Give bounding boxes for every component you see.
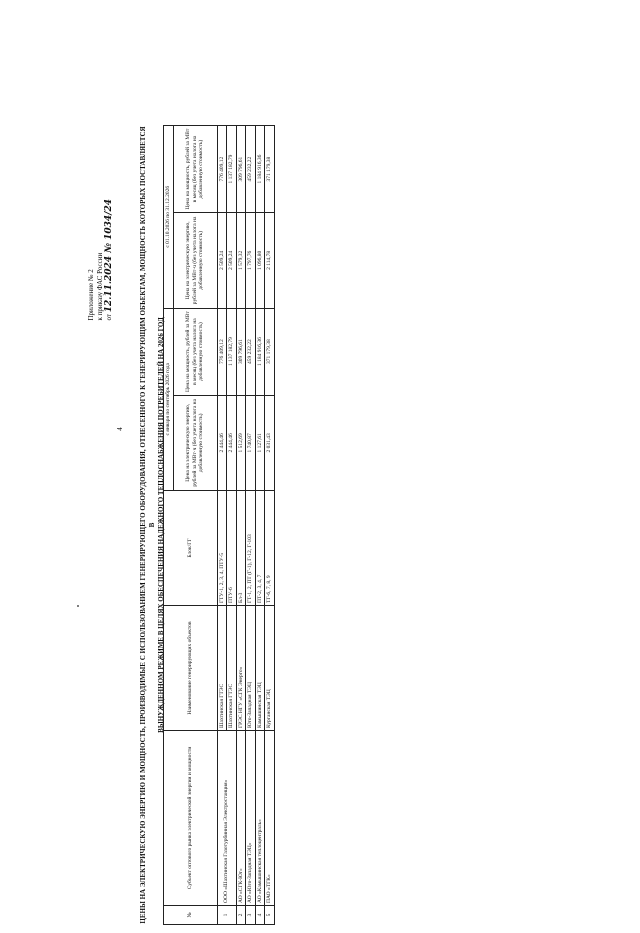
header-capacity-price-1: Цена на мощность, рублей за МВт в месяц (без учета налога на добавленную стоимость) bbox=[173, 308, 217, 395]
header-block: Блок/ГГ bbox=[164, 491, 218, 606]
appendix-order: к приказу ФАС России bbox=[96, 252, 104, 321]
cell-subject: ООО «Шахтинская Газотурбинная Электростанция» bbox=[217, 731, 236, 906]
header-object: Наименование генерирующих объектов bbox=[164, 606, 218, 731]
table-row bbox=[236, 126, 246, 925]
cell-energy-price-2: 1 797,76 bbox=[246, 213, 256, 308]
cell-energy-price-2: 2 509,24 bbox=[227, 213, 237, 308]
cell-energy-price-2: 2 114,78 bbox=[265, 213, 275, 308]
header-subject: Субъект оптового рынка электрической энергии и мощности bbox=[164, 731, 218, 906]
cell-subject: АО «Камышинская теплоцентраль» bbox=[255, 731, 265, 906]
cell-capacity-price-2: 776 409,12 bbox=[217, 126, 227, 213]
cell-capacity-price-2: 1 184 916,36 bbox=[255, 126, 265, 213]
rotated-page-content bbox=[87, 113, 557, 933]
cell-subject: АО «СГК-Юг» bbox=[236, 731, 246, 906]
cell-block: Бл-3 bbox=[236, 491, 246, 606]
cell-energy-price-1: 2 031,43 bbox=[265, 395, 275, 490]
cell-capacity-price-1: 371 179,38 bbox=[265, 308, 275, 395]
appendix-handwritten-number: 12.11.2024 № 1034/24 bbox=[104, 199, 114, 313]
cell-block: ТГ-6, 7, 8, 9 bbox=[265, 491, 275, 606]
document-title bbox=[139, 125, 166, 925]
appendix-title: Приложение № 2 bbox=[87, 269, 95, 321]
cell-capacity-price-1: 776 409,12 bbox=[217, 308, 227, 395]
cell-subject: ПАО «ТГК» bbox=[265, 731, 275, 906]
appendix-date bbox=[105, 199, 114, 321]
title-line-2: ВЫНУЖДЕННОМ РЕЖИМЕ В ЦЕЛЯХ ОБЕСПЕЧЕНИЯ НАДЕЖНОГО ТЕПЛОСНАБЖЕНИЯ ПОТРЕБИТЕЛЕЙ НА 2026 ГОД bbox=[157, 317, 165, 733]
cell-no: 5 bbox=[265, 906, 275, 925]
cell-capacity-price-1: 1 137 182,79 bbox=[227, 308, 237, 395]
price-table bbox=[163, 125, 275, 925]
cell-capacity-price-2: 1 137 182,79 bbox=[227, 126, 237, 213]
header-capacity-price-2: Цена на мощность, рублей за МВт в месяц (без учета налога на добавленную стоимость) bbox=[173, 126, 217, 213]
table-row bbox=[255, 126, 265, 925]
cell-energy-price-2: 1 096,80 bbox=[255, 213, 265, 308]
cell-capacity-price-1: 309 796,61 bbox=[236, 308, 246, 395]
cell-no: 3 bbox=[246, 906, 256, 925]
cell-no: 4 bbox=[255, 906, 265, 925]
header-period-1: с января по сентябрь 2026 года bbox=[164, 308, 174, 490]
header-energy-price-2: Цена на электрическую энергию, рублей за МВт·ч (без учета налога на добавленную стоимость) bbox=[173, 213, 217, 308]
cell-capacity-price-2: 309 796,61 bbox=[236, 126, 246, 213]
cell-energy-price-1: 1 512,69 bbox=[236, 395, 246, 490]
scan-speck bbox=[77, 605, 79, 607]
cell-object: ГРЭС НГУ «СГК Энерго» bbox=[236, 606, 246, 731]
header-energy-price-1: Цена на электрическую энергию, рублей за МВт·ч (без учета налога на добавленную стоимость) bbox=[173, 395, 217, 490]
cell-block: ГТУ-1, 2, 3, 4, ПТУ-5 bbox=[217, 491, 227, 606]
cell-capacity-price-2: 459 232,22 bbox=[246, 126, 256, 213]
cell-block: ПТУ-6 bbox=[227, 491, 237, 606]
cell-object: Шахтинская ГТЭС bbox=[227, 606, 237, 731]
table-row bbox=[265, 126, 275, 925]
cell-block: ПТ-2, 3, 4, 7 bbox=[255, 491, 265, 606]
title-line-1: ЦЕНЫ НА ЭЛЕКТРИЧЕСКУЮ ЭНЕРГИЮ И МОЩНОСТЬ, ПРОИЗВОДИМЫЕ С ИСПОЛЬЗОВАНИЕМ ГЕНЕРИРУЮЩЕГО ОБОРУДОВАНИЯ, ОТНЕСЕННОГО К ГЕНЕРИРУЮЩИМ ОБЪЕКТАМ, МОЩНОСТЬ КОТОРЫХ ПОСТАВЛЯЕТСЯ В bbox=[139, 126, 156, 924]
cell-object: Камышинская ТЭЦ bbox=[255, 606, 265, 731]
cell-energy-price-1: 2 444,46 bbox=[217, 395, 227, 490]
table-row bbox=[217, 126, 227, 925]
table-row bbox=[246, 126, 256, 925]
cell-object: Шахтинская ГТЭС bbox=[217, 606, 227, 731]
cell-no: 2 bbox=[236, 906, 246, 925]
header-period-2: с 01.10.2026 по 31.12.2026 bbox=[164, 126, 174, 309]
cell-energy-price-1: 1 127,61 bbox=[255, 395, 265, 490]
cell-capacity-price-1: 1 184 916,36 bbox=[255, 308, 265, 395]
cell-object: Курганская ТЭЦ bbox=[265, 606, 275, 731]
cell-energy-price-2: 1 579,32 bbox=[236, 213, 246, 308]
cell-block: ГТ-1, 2, ПТ (Г-1), Г-12, Г-103 bbox=[246, 491, 256, 606]
cell-energy-price-1: 1 740,87 bbox=[246, 395, 256, 490]
cell-energy-price-1: 2 444,46 bbox=[227, 395, 237, 490]
cell-capacity-price-1: 459 232,22 bbox=[246, 308, 256, 395]
page-number: 4 bbox=[115, 427, 124, 431]
appendix-date-prefix: от bbox=[105, 314, 113, 321]
cell-subject: АО «Юго-Западная ТЭЦ» bbox=[246, 731, 256, 906]
appendix-header bbox=[87, 199, 114, 321]
cell-object: Юго-Западная ТЭЦ bbox=[246, 606, 256, 731]
cell-capacity-price-2: 371 179,38 bbox=[265, 126, 275, 213]
cell-energy-price-2: 2 509,24 bbox=[217, 213, 227, 308]
cell-no: 1 bbox=[217, 906, 236, 925]
header-no: № bbox=[164, 906, 218, 925]
